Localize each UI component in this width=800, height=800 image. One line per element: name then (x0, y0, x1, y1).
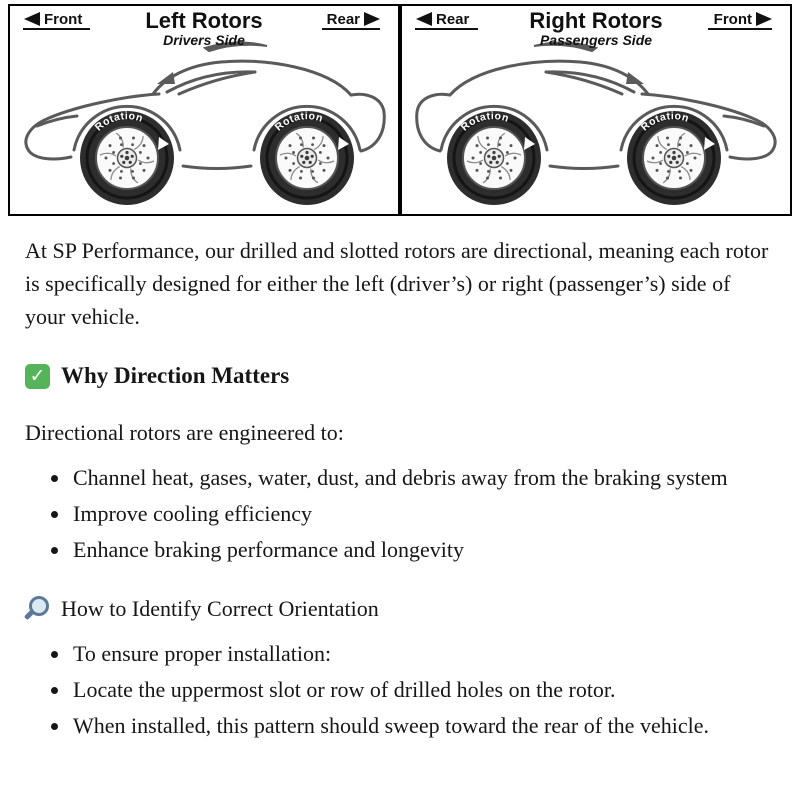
rotor-direction-diagram (0, 0, 800, 216)
rotation-label: Rotation (272, 110, 325, 134)
left-rear-label: Rear (326, 11, 360, 28)
rear-right-arrow-icon (364, 12, 380, 26)
check-glyph: ✓ (29, 364, 46, 387)
magnifier-icon (25, 595, 51, 621)
rear-left-arrow-icon (416, 12, 432, 26)
intro-paragraph: At SP Performance, our drilled and slotted rotors are directional, meaning each rotor is specifically designed for either the left (driver’s) or right (passenger’s) side of your vehicle. (25, 238, 769, 329)
rotation-label: Rotation (638, 110, 691, 134)
list-item: • Enhance braking performance and longevity (71, 533, 772, 566)
front-left-arrow-icon (24, 12, 40, 26)
left-panel-header (23, 8, 380, 48)
how-bullet-list (25, 637, 772, 742)
rotation-label: Rotation (92, 110, 145, 134)
how-heading-text: How to Identify Correct Orientation (61, 595, 379, 621)
right-panel-header (415, 8, 772, 48)
rotation-label: Rotation (458, 110, 511, 134)
article-body (0, 216, 800, 773)
list-item: • Channel heat, gases, water, dust, and debris away from the braking system (71, 461, 772, 494)
right-rear-label: Rear (436, 11, 470, 28)
why-direction-matters-heading (25, 359, 772, 394)
right-panel-subtitle: Passengers Side (539, 32, 653, 48)
why-heading-text: Why Direction Matters (61, 363, 290, 388)
right-front-label: Front (713, 11, 752, 28)
why-lead-text: Directional rotors are engineered to: (25, 419, 344, 445)
front-right-arrow-icon (756, 12, 772, 26)
left-panel-subtitle: Drivers Side (163, 32, 245, 48)
list-item: • Locate the uppermost slot or row of drilled holes on the rotor. (71, 673, 772, 706)
check-icon (25, 364, 50, 389)
why-bullet-list (25, 461, 772, 566)
left-panel-title: Left Rotors (145, 8, 263, 33)
left-front-label: Front (44, 11, 83, 28)
rotor-diagram-svg (8, 4, 792, 216)
right-panel-title: Right Rotors (529, 8, 663, 33)
list-item: • When installed, this pattern should sweep toward the rear of the vehicle. (71, 709, 772, 742)
left-car-illustration (26, 42, 384, 205)
how-to-identify-heading (25, 592, 772, 625)
list-item: • Improve cooling efficiency (71, 497, 772, 530)
list-item: • To ensure proper installation: (71, 637, 772, 670)
